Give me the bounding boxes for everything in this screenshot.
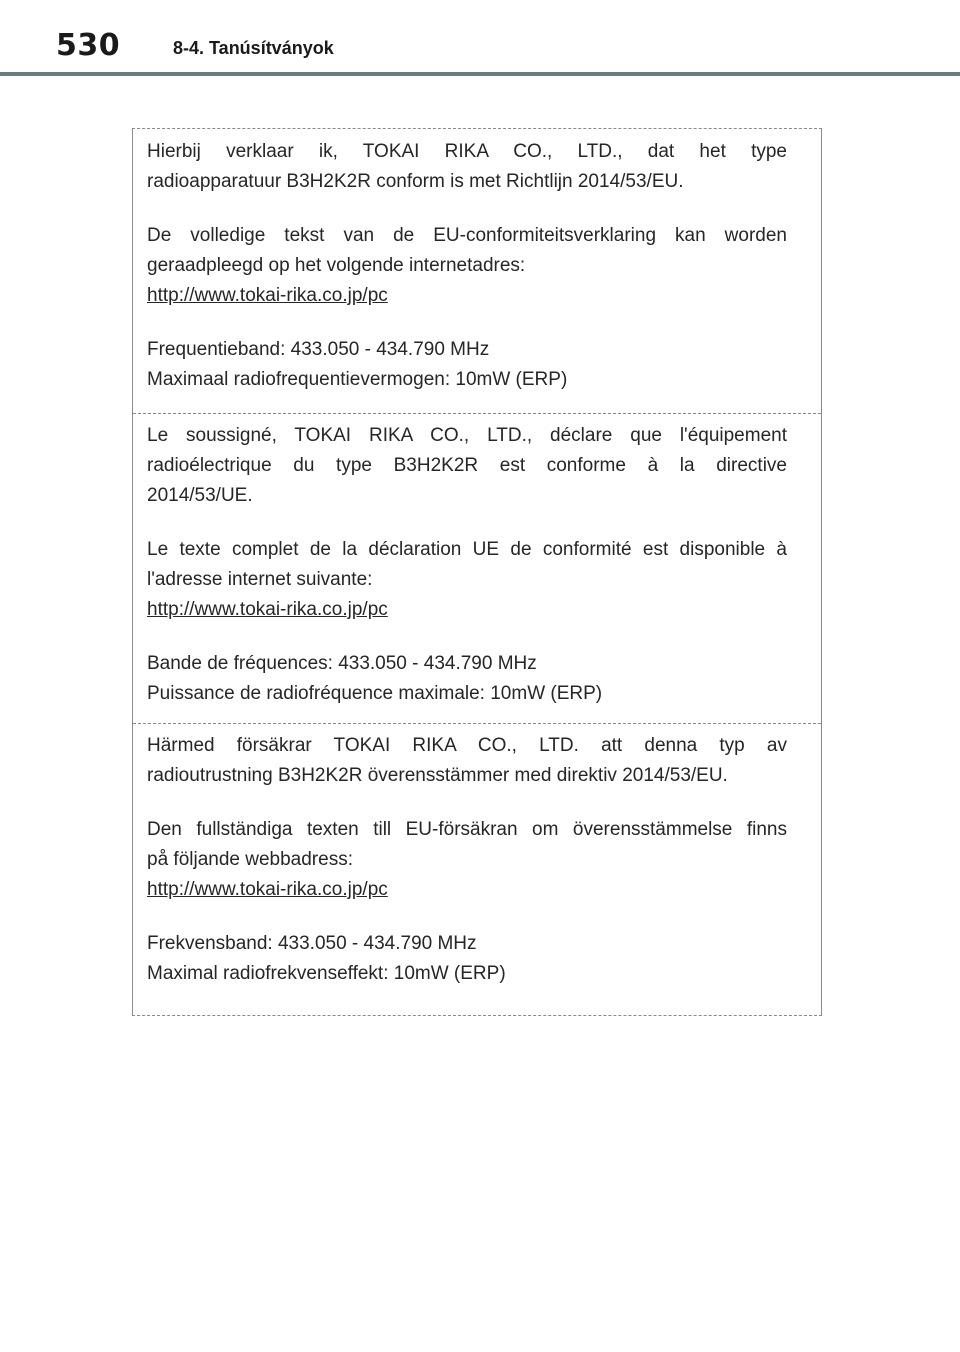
declaration-line: 2014/53/UE. bbox=[147, 485, 253, 506]
declaration-line: radioutrustning B3H2K2R överensstämmer med direktiv 2014/53/EU. bbox=[147, 765, 728, 786]
frequency-band: Frekvensband: 433.050 - 434.790 MHz bbox=[147, 933, 477, 954]
fulltext-line: Den fullständiga texten till EU-försäkran om överensstämmelse finns bbox=[147, 819, 787, 840]
declaration-line: Hierbij verklaar ik, TOKAI RIKA CO., LTD., dat het type bbox=[147, 141, 787, 162]
dutch-declaration-block bbox=[133, 137, 821, 413]
section-divider bbox=[133, 723, 821, 724]
conformity-url-link[interactable]: http://www.tokai-rika.co.jp/pc bbox=[147, 599, 388, 620]
french-declaration-block bbox=[133, 421, 821, 723]
header-rule bbox=[0, 72, 960, 76]
swedish-declaration-block bbox=[133, 731, 821, 1013]
declaration-line: Le soussigné, TOKAI RIKA CO., LTD., déclare que l'équipement bbox=[147, 425, 787, 446]
conformity-url-link[interactable]: http://www.tokai-rika.co.jp/pc bbox=[147, 879, 388, 900]
fulltext-line: Le texte complet de la déclaration UE de conformité est disponible à bbox=[147, 539, 787, 560]
max-power: Maximal radiofrekvenseffekt: 10mW (ERP) bbox=[147, 963, 506, 984]
fulltext-line: l'adresse internet suivante: bbox=[147, 569, 373, 590]
frequency-band: Bande de fréquences: 433.050 - 434.790 MHz bbox=[147, 653, 537, 674]
fulltext-line: på följande webbadress: bbox=[147, 849, 353, 870]
declaration-line: radioapparatuur B3H2K2R conform is met Richtlijn 2014/53/EU. bbox=[147, 171, 684, 192]
conformity-url-link[interactable]: http://www.tokai-rika.co.jp/pc bbox=[147, 285, 388, 306]
frequency-band: Frequentieband: 433.050 - 434.790 MHz bbox=[147, 339, 490, 360]
section-divider bbox=[133, 413, 821, 414]
max-power: Puissance de radiofréquence maximale: 10mW (ERP) bbox=[147, 683, 603, 704]
declaration-line: radioélectrique du type B3H2K2R est conforme à la directive bbox=[147, 455, 787, 476]
certificate-box bbox=[132, 128, 822, 1016]
page-number: 530 bbox=[56, 28, 121, 63]
page-header bbox=[0, 0, 960, 78]
section-title: 8-4. Tanúsítványok bbox=[173, 38, 334, 58]
max-power: Maximaal radiofrequentievermogen: 10mW (ERP) bbox=[147, 369, 568, 390]
fulltext-line: geraadpleegd op het volgende internetadres: bbox=[147, 255, 526, 276]
declaration-line: Härmed försäkrar TOKAI RIKA CO., LTD. att denna typ av bbox=[147, 735, 787, 756]
fulltext-line: De volledige tekst van de EU-conformiteitsverklaring kan worden bbox=[147, 225, 787, 246]
